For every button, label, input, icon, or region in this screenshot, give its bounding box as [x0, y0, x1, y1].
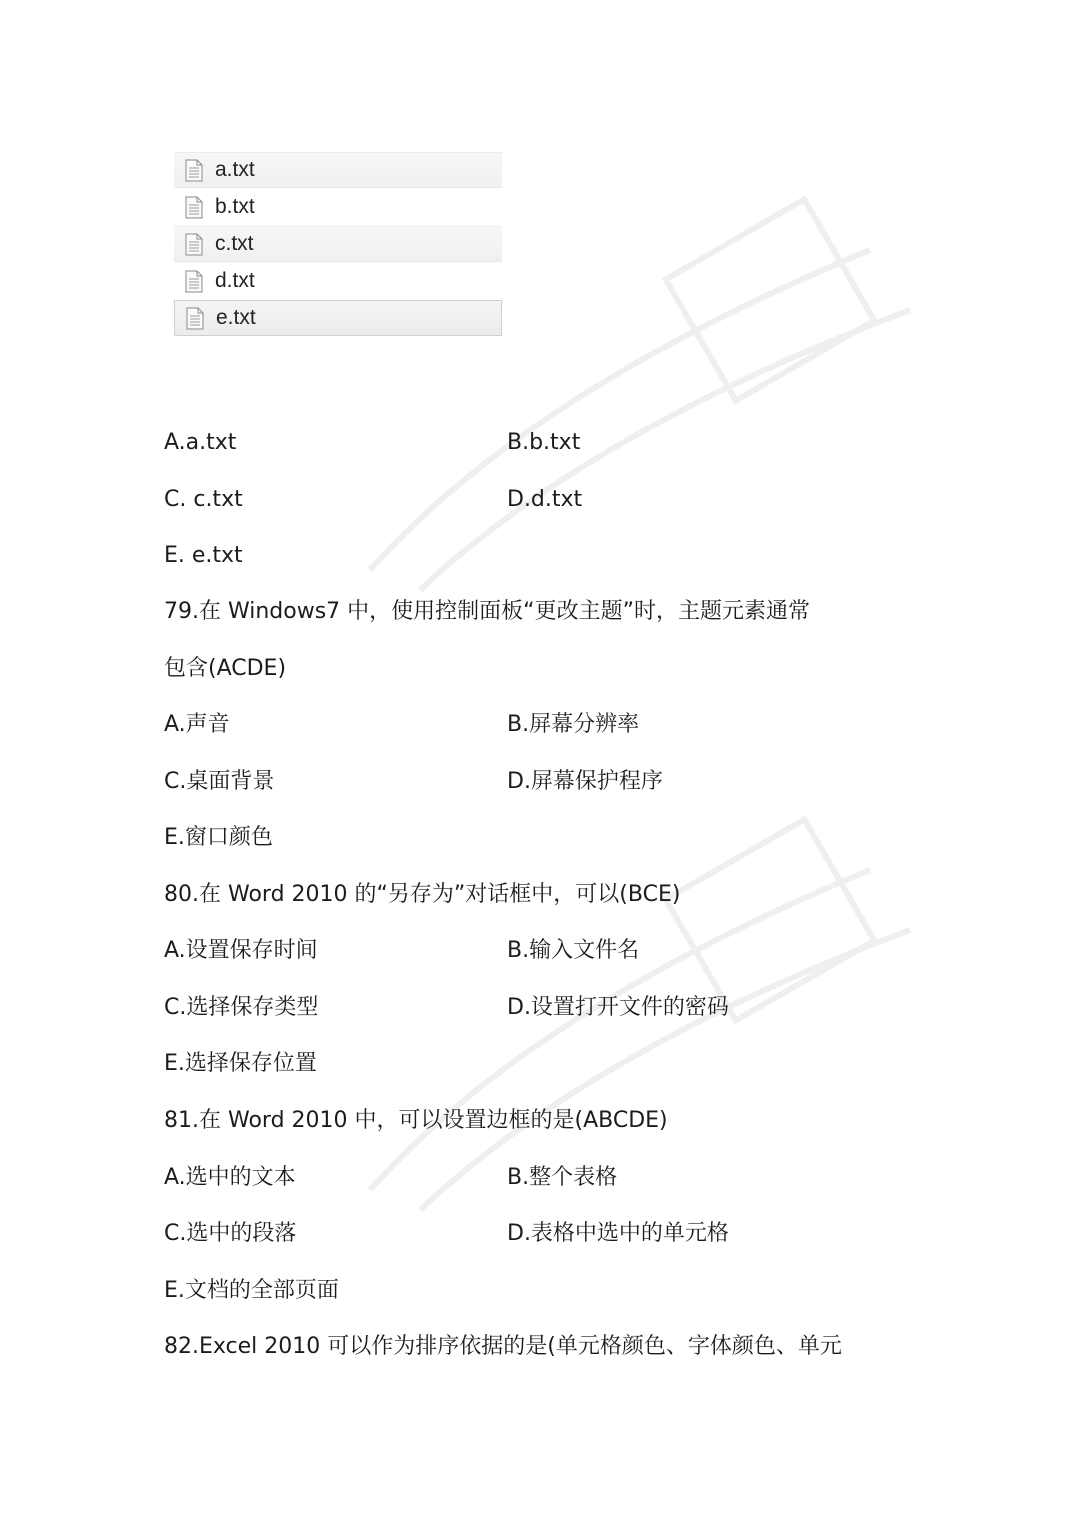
file-list [174, 152, 502, 337]
q80-option-e: E.选择保存位置 [164, 1051, 317, 1076]
q79-option-c: C.桌面背景 [164, 769, 275, 794]
file-name: a.txt [215, 158, 255, 181]
q78-option-d: D.d.txt [507, 487, 583, 512]
q78-option-b: B.b.txt [507, 430, 581, 455]
q81-option-d: D.表格中选中的单元格 [507, 1221, 729, 1246]
file-item-a[interactable] [174, 152, 502, 188]
q79-stem-continued: 包含(ACDE) [164, 656, 287, 681]
text-file-icon [185, 233, 203, 256]
q80-option-b: B.输入文件名 [507, 938, 640, 963]
file-name: e.txt [216, 306, 256, 329]
q78-option-a: A.a.txt [164, 430, 237, 455]
text-file-icon [185, 270, 203, 293]
q79-option-b: B.屏幕分辨率 [507, 712, 640, 737]
q82-stem: 82.Excel 2010 可以作为排序依据的是(单元格颜色、字体颜色、单元 [164, 1334, 842, 1359]
file-item-e[interactable] [174, 300, 502, 336]
file-name: b.txt [215, 195, 255, 218]
q79-option-a: A.声音 [164, 712, 230, 737]
text-file-icon [185, 196, 203, 219]
file-item-b[interactable] [174, 189, 502, 225]
q79-option-e: E.窗口颜色 [164, 825, 273, 850]
text-file-icon [186, 307, 204, 330]
q80-stem: 80.在 Word 2010 的“另存为”对话框中，可以(BCE) [164, 882, 681, 907]
file-item-c[interactable] [174, 226, 502, 262]
q80-option-c: C.选择保存类型 [164, 995, 319, 1020]
q79-stem: 79.在 Windows7 中，使用控制面板“更改主题”时，主题元素通常 [164, 599, 810, 624]
q81-option-a: A.选中的文本 [164, 1165, 296, 1190]
q78-option-c: C. c.txt [164, 487, 243, 512]
q80-option-a: A.设置保存时间 [164, 938, 318, 963]
q81-option-c: C.选中的段落 [164, 1221, 297, 1246]
q80-option-d: D.设置打开文件的密码 [507, 995, 729, 1020]
file-name: d.txt [215, 269, 255, 292]
q81-option-e: E.文档的全部页面 [164, 1278, 339, 1303]
file-name: c.txt [215, 232, 254, 255]
q79-option-d: D.屏幕保护程序 [507, 769, 663, 794]
q81-option-b: B.整个表格 [507, 1165, 618, 1190]
q78-option-e: E. e.txt [164, 543, 243, 568]
text-file-icon [185, 159, 203, 182]
file-item-d[interactable] [174, 263, 502, 299]
q81-stem: 81.在 Word 2010 中，可以设置边框的是(ABCDE) [164, 1108, 668, 1133]
